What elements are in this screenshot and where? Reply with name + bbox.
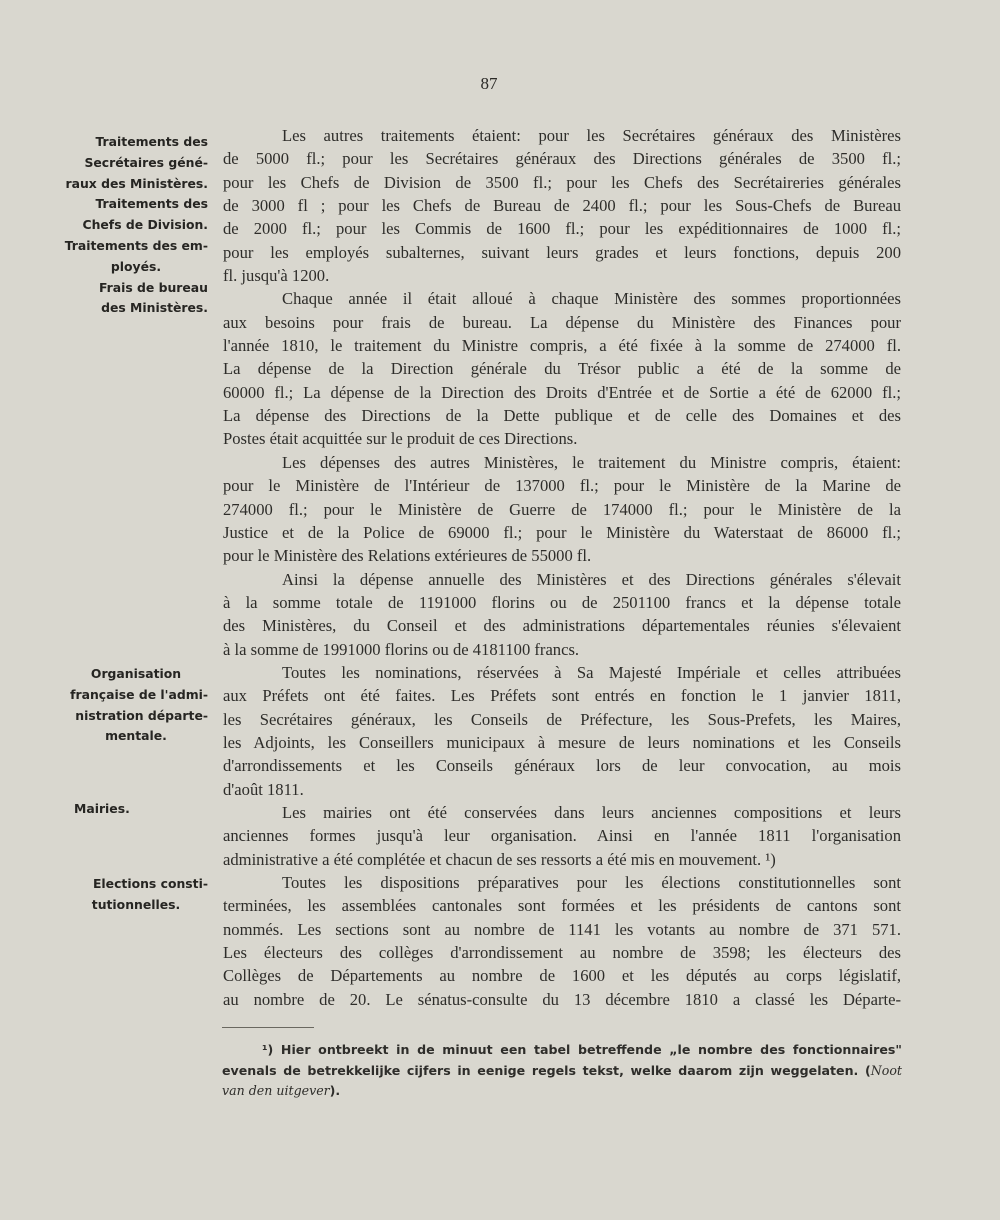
margin-note-line: Chefs de Division. bbox=[82, 217, 208, 233]
margin-note-mairies bbox=[74, 799, 218, 820]
body-line: terminées, les assemblées cantonales sont formées et les présidents de cantons sont bbox=[223, 896, 901, 916]
margin-note-traitements-employes bbox=[64, 236, 208, 278]
body-line: au nombre de 20. Le sénatus-consulte du 13 décembre 1810 a classé les Départe- bbox=[223, 989, 901, 1009]
body-line: Justice et de la Police de 69000 fl.; pour le Ministère du Waterstaat de 86000 fl.; bbox=[223, 522, 901, 542]
margin-note-line: Traitements des bbox=[95, 134, 208, 149]
margin-note-line: tutionnelles. bbox=[91, 896, 181, 912]
footnote-line bbox=[222, 1081, 902, 1102]
body-line: pour le Ministère de l'Intérieur de 137000 fl.; pour le Ministère de la Marine de bbox=[223, 476, 901, 496]
body-line: Chaque année il était alloué à chaque Ministère des sommes proportionnées bbox=[282, 289, 901, 309]
body-text bbox=[223, 124, 901, 1011]
body-line: Toutes les nominations, réservées à Sa Majesté Impériale et celles attribuées bbox=[282, 662, 901, 682]
body-line: 274000 fl.; pour le Ministère de Guerre de 174000 fl.; pour le Ministère de la bbox=[223, 499, 901, 519]
margin-note-line: Traitements des em- bbox=[64, 238, 208, 253]
margin-note-line: nistration départe- bbox=[75, 707, 208, 723]
body-line: Les électeurs des collèges d'arrondissement au nombre de 3598; les électeurs des bbox=[223, 943, 901, 963]
body-line: Les autres traitements étaient: pour les Secrétaires généraux des Ministères bbox=[282, 126, 901, 145]
margin-note-frais-bureau bbox=[64, 278, 208, 320]
margin-note-traitements-chefs bbox=[64, 194, 208, 236]
footnote-italic: Noot bbox=[870, 1062, 902, 1078]
body-line: anciennes formes jusqu'à leur organisation. Ainsi en l'année 1811 l'organisation bbox=[223, 826, 901, 846]
body-line: pour les Chefs de Division de 3500 fl.; pour les Chefs des Secrétaireries générales bbox=[223, 172, 901, 192]
margin-note-line: Secrétaires géné- bbox=[84, 154, 208, 170]
body-line: de 5000 fl.; pour les Secrétaires généraux des Directions générales de 3500 fl.; bbox=[223, 149, 901, 169]
body-line: à la somme de 1991000 florins ou de 4181100 francs. bbox=[223, 639, 580, 659]
body-line: d'arrondissements et les Conseils généraux lors de leur convocation, au mois bbox=[223, 756, 901, 776]
footnote-line: ¹) Hier ontbreekt in de minuut een tabel betreffende „le nombre des fonctionnaires" bbox=[262, 1042, 902, 1057]
body-line: Ainsi la dépense annuelle des Ministères et des Directions générales s'élevait bbox=[282, 569, 901, 589]
margin-note-line: française de l'admi- bbox=[70, 686, 208, 702]
body-line: pour les employés subalternes, suivant leurs grades et leurs fonctions, depuis 200 bbox=[223, 242, 901, 262]
body-line: Collèges de Départements au nombre de 1600 et les députés au corps législatif, bbox=[223, 966, 901, 986]
footnote-text: ). bbox=[329, 1083, 341, 1098]
margin-note-line: Mairies. bbox=[74, 801, 130, 816]
margin-note-elections bbox=[64, 874, 208, 916]
margin-note-line: des Ministères. bbox=[101, 300, 208, 316]
body-line: Toutes les dispositions préparatives pour les élections constitutionnelles sont bbox=[282, 873, 901, 892]
body-line: Les dépenses des autres Ministères, le traitement du Ministre compris, étaient: bbox=[282, 452, 901, 472]
body-line: à la somme totale de 1191000 florins ou de 2501100 francs et la dépense totale bbox=[223, 592, 901, 612]
margin-note-line: Traitements des bbox=[95, 196, 208, 212]
body-line: aux Préfets ont été faites. Les Préfets sont entrés en fonction le 1 janvier 1811, bbox=[223, 686, 901, 706]
body-line: Les mairies ont été conservées dans leurs anciennes compositions et leurs bbox=[282, 802, 901, 822]
margin-note-line: Elections consti- bbox=[92, 876, 208, 891]
margin-note-organisation bbox=[64, 664, 208, 747]
footnote-line bbox=[222, 1061, 902, 1082]
footnote-divider bbox=[222, 1027, 314, 1028]
body-line: de 2000 fl.; pour les Commis de 1600 fl.; pour les expéditionnaires de 1000 fl.; bbox=[223, 219, 901, 239]
body-line: d'août 1811. bbox=[223, 779, 304, 799]
body-line: pour le Ministère des Relations extérieures de 55000 fl. bbox=[223, 546, 592, 566]
body-line: aux besoins pour frais de bureau. La dépense du Ministère des Finances pour bbox=[223, 312, 901, 332]
body-line: 60000 fl.; La dépense de la Direction des Droits d'Entrée et de Sortie a été de 62000 fl.; bbox=[223, 382, 901, 402]
footnote-text: evenals de betrekkelijke cijfers in eenige regels tekst, welke daarom zijn weggelaten. ( bbox=[222, 1062, 871, 1078]
body-line: administrative a été complétée et chacun de ses ressorts a été mis en mouvement. ¹) bbox=[223, 849, 776, 869]
body-line: La dépense des Directions de la Dette publique et de celle des Domaines et des bbox=[223, 406, 901, 426]
body-line: La dépense de la Direction générale du Trésor public a été de la somme de bbox=[223, 359, 901, 379]
footnote bbox=[222, 1040, 902, 1102]
body-line: de 3000 fl ; pour les Chefs de Bureau de 2400 fl.; pour les Sous-Chefs de Bureau bbox=[223, 196, 901, 216]
footnote-italic: van den uitgever bbox=[222, 1083, 330, 1098]
margin-note-line: ployés. bbox=[110, 258, 162, 274]
body-line: Postes était acquittée sur le produit de ces Directions. bbox=[223, 429, 578, 449]
body-line: nommés. Les sections sont au nombre de 1141 les votants au nombre de 371 571. bbox=[223, 919, 901, 939]
margin-note-line: Frais de bureau bbox=[98, 279, 208, 295]
margin-note-traitements-secretaires bbox=[64, 132, 208, 194]
body-line: l'année 1810, le traitement du Ministre compris, a été fixée à la somme de 274000 fl. bbox=[223, 336, 901, 356]
margin-note-line: Organisation bbox=[90, 666, 182, 681]
body-line: les Adjoints, les Conseillers municipaux à mesure de leurs nominations et les Conseils bbox=[223, 732, 901, 752]
body-line: fl. jusqu'à 1200. bbox=[223, 266, 330, 286]
margin-note-line: mentale. bbox=[105, 728, 167, 744]
margin-note-line: raux des Ministères. bbox=[65, 175, 208, 191]
body-line: les Secrétaires généraux, les Conseils de Préfecture, les Sous-Prefets, les Maires, bbox=[223, 709, 901, 729]
page-number: 87 bbox=[480, 74, 498, 93]
body-line: des Ministères, du Conseil et des administrations départementales réunies s'élevaient bbox=[223, 616, 901, 636]
